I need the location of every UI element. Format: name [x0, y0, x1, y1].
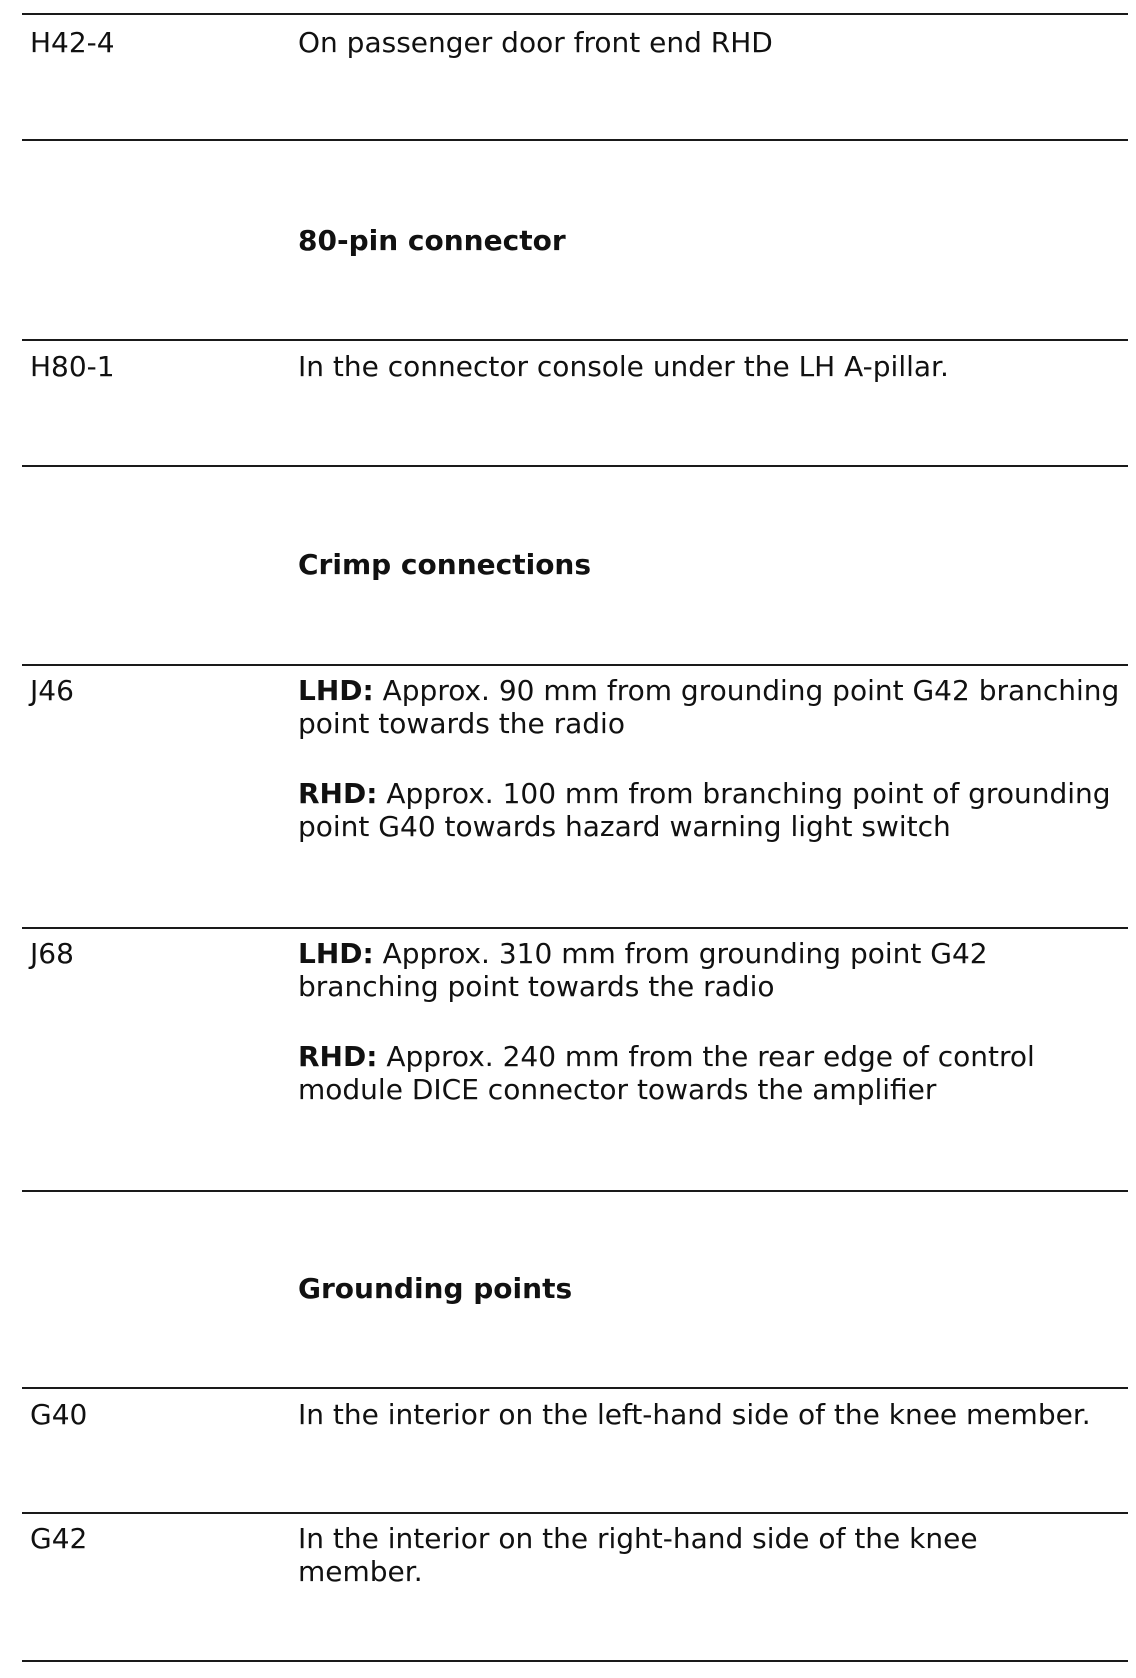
lhd-note — [298, 674, 1128, 740]
lhd-note — [298, 937, 1128, 1003]
row-code: G40 — [30, 1398, 88, 1431]
row-code: J46 — [30, 674, 74, 707]
rhd-note — [298, 1040, 1128, 1106]
lhd-label: LHD: — [298, 937, 374, 970]
row-divider — [22, 1512, 1128, 1514]
section-heading: Grounding points — [298, 1272, 573, 1305]
row-divider — [22, 1190, 1128, 1192]
row-divider — [22, 139, 1128, 141]
lhd-text: Approx. 90 mm from grounding point G42 branching point towards the radio — [298, 674, 1120, 740]
lhd-label: LHD: — [298, 674, 374, 707]
row-description: On passenger door front end RHD — [298, 26, 773, 59]
row-description: In the interior on the right-hand side of the knee member. — [298, 1522, 978, 1588]
row-divider — [22, 664, 1128, 666]
section-heading: Crimp connections — [298, 548, 592, 581]
section-heading: 80-pin connector — [298, 224, 566, 257]
row-divider — [22, 1660, 1128, 1662]
row-description: In the interior on the left-hand side of the knee member. — [298, 1398, 1091, 1431]
rhd-note — [298, 777, 1128, 843]
row-code: H42-4 — [30, 26, 115, 59]
row-description — [298, 674, 1128, 843]
row-code: G42 — [30, 1522, 88, 1555]
lhd-text: Approx. 310 mm from grounding point G42 branching point towards the radio — [298, 937, 988, 1003]
row-code: J68 — [30, 937, 74, 970]
rhd-text: Approx. 240 mm from the rear edge of control module DICE connector towards the amplifier — [298, 1040, 1035, 1106]
rhd-label: RHD: — [298, 1040, 378, 1073]
rhd-label: RHD: — [298, 777, 378, 810]
row-divider — [22, 927, 1128, 929]
row-divider — [22, 339, 1128, 341]
row-description — [298, 937, 1128, 1106]
row-divider — [22, 13, 1128, 15]
row-divider — [22, 465, 1128, 467]
rhd-text: Approx. 100 mm from branching point of grounding point G40 towards hazard warning light switch — [298, 777, 1111, 843]
row-divider — [22, 1387, 1128, 1389]
row-description: In the connector console under the LH A-pillar. — [298, 350, 949, 383]
row-code: H80-1 — [30, 350, 115, 383]
